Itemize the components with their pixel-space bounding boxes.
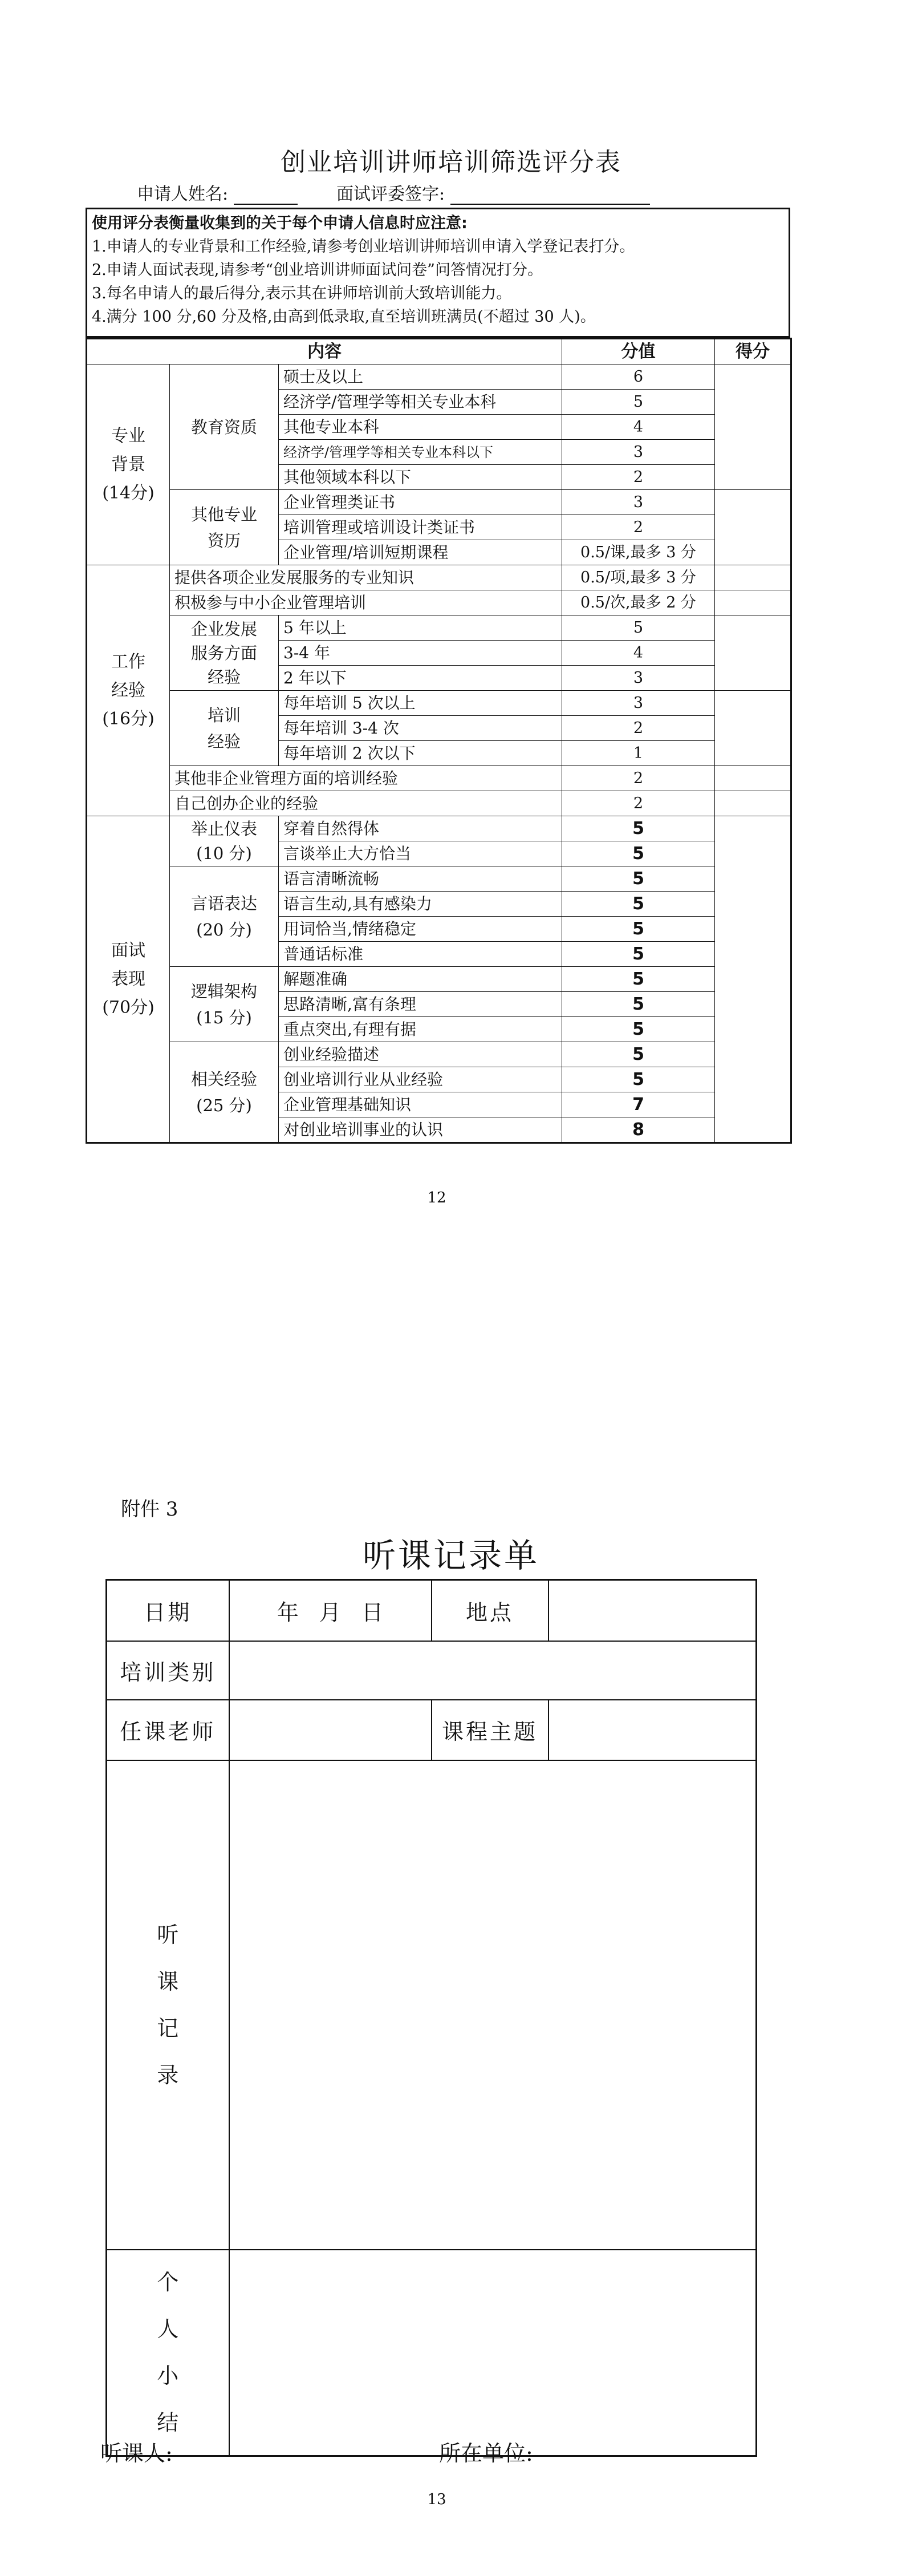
item-text: 每年培训 3-4 次 [279,716,562,741]
training-type-field[interactable] [229,1641,757,1700]
item-text: 对创业培训事业的认识 [279,1117,562,1143]
item-text: 其他专业本科 [279,415,562,440]
summary-label: 个 人 小 结 [107,2250,229,2456]
table-header-row [87,339,791,364]
table-row [107,1580,757,1641]
item-text: 每年培训 2 次以下 [279,741,562,766]
score-sheet-title: 创业培训讲师培训筛选评分表 [281,148,621,177]
item-value: 5 [562,1017,715,1042]
item-text: 重点突出,有理有据 [279,1017,562,1042]
item-value: 1 [562,741,715,766]
item-text: 企业管理/培训短期课程 [279,540,562,565]
judge-signature-row [336,180,650,205]
note-item: 3.每名申请人的最后得分,表示其在讲师培训前大致培训能力。 [92,285,512,302]
item-text: 其他领域本科以下 [279,465,562,490]
notes-heading: 使用评分表衡量收集到的关于每个申请人信息时应注意: [92,214,468,232]
applicant-name-field[interactable] [234,187,298,205]
scoring-notes [86,208,790,338]
judge-signature-field[interactable] [450,187,650,205]
subcategory-expression: 言语表达 (20 分) [170,866,279,967]
applicant-name-row [137,180,298,205]
item-value: 5 [562,866,715,892]
item-value: 5 [562,1067,715,1092]
unit-label: 所在单位: [439,2441,533,2466]
item-text: 5 年以上 [279,615,562,641]
record-sheet-title: 听课记录单 [362,1536,539,1575]
teacher-field[interactable] [229,1700,432,1760]
item-text: 解题准确 [279,967,562,992]
subcategory-logic: 逻辑架构 (15 分) [170,967,279,1042]
subcategory-service: 企业发展 服务方面 经验 [170,615,279,691]
place-label: 地点 [432,1580,548,1641]
item-value: 3 [562,666,715,691]
item-value: 4 [562,415,715,440]
item-text: 提供各项企业发展服务的专业知识 [170,565,562,590]
item-text: 语言清晰流畅 [279,866,562,892]
training-type-label: 培训类别 [107,1641,229,1700]
table-row [87,1042,791,1067]
header-value: 分值 [562,339,715,364]
teacher-label: 任课老师 [107,1700,229,1760]
item-text: 穿着自然得体 [279,816,562,841]
table-row [87,691,791,716]
item-value: 2 [562,465,715,490]
item-text: 培训管理或培训设计类证书 [279,515,562,540]
item-text: 语言生动,具有感染力 [279,892,562,917]
subcategory-education: 教育资质 [170,364,279,490]
score-cell[interactable] [715,364,791,490]
subcategory-appearance: 举止仪表 (10 分) [170,816,279,866]
item-text: 思路清晰,富有条理 [279,992,562,1017]
item-value: 5 [562,390,715,415]
item-value: 5 [562,992,715,1017]
item-value: 3 [562,490,715,515]
place-field[interactable] [548,1580,757,1641]
table-row [107,1760,757,2250]
category-professional: 专业 背景 (14分) [87,364,170,565]
item-value: 5 [562,615,715,641]
item-value: 3 [562,691,715,716]
item-text: 自己创办企业的经验 [170,791,562,816]
score-cell[interactable] [715,691,791,766]
item-text: 2 年以下 [279,666,562,691]
item-value: 5 [562,967,715,992]
note-item: 2.申请人面试表现,请参考“创业培训讲师面试问卷”问答情况打分。 [92,261,543,279]
item-text: 经济学/管理学等相关专业本科 [279,390,562,415]
item-value: 5 [562,892,715,917]
item-value: 5 [562,841,715,866]
category-work: 工作 经验 (16分) [87,565,170,816]
table-row [107,2250,757,2456]
listener-label: 听课人: [100,2441,173,2466]
score-cell[interactable] [715,791,791,816]
item-text: 3-4 年 [279,641,562,666]
score-cell[interactable] [715,590,791,615]
judge-signature-label: 面试评委签字: [336,184,445,204]
applicant-name-label: 申请人姓名: [137,184,229,204]
item-text: 每年培训 5 次以上 [279,691,562,716]
summary-field[interactable] [229,2250,757,2456]
item-value: 2 [562,716,715,741]
item-value: 6 [562,364,715,390]
item-text: 积极参与中小企业管理培训 [170,590,562,615]
item-value: 3 [562,440,715,465]
table-row [87,565,791,590]
item-text: 创业经验描述 [279,1042,562,1067]
item-value: 2 [562,766,715,791]
header-content: 内容 [87,339,562,364]
item-value: 7 [562,1092,715,1117]
item-value: 2 [562,791,715,816]
item-text: 普通话标准 [279,942,562,967]
date-label: 日期 [107,1580,229,1641]
item-value: 0.5/课,最多 3 分 [562,540,715,565]
topic-label: 课程主题 [432,1700,548,1760]
table-row [107,1700,757,1760]
lecture-record-table [105,1579,757,2457]
page-number: 13 [427,2491,446,2508]
item-text: 用词恰当,情绪稳定 [279,917,562,942]
record-label: 听 课 记 录 [107,1760,229,2250]
note-item: 4.满分 100 分,60 分及格,由高到低录取,直至培训班满员(不超过 30 人)。 [92,308,596,326]
score-cell[interactable] [715,766,791,791]
table-row [87,490,791,515]
score-cell[interactable] [715,490,791,565]
score-cell[interactable] [715,615,791,691]
item-value: 0.5/次,最多 2 分 [562,590,715,615]
table-row [87,615,791,641]
item-value: 5 [562,1042,715,1067]
item-value: 8 [562,1117,715,1143]
page-number: 12 [427,1189,446,1206]
attachment-label: 附件 3 [121,1498,178,1521]
item-value: 4 [562,641,715,666]
note-item: 1.申请人的专业背景和工作经验,请参考创业培训讲师培训申请入学登记表打分。 [92,238,635,256]
subcategory-other-qualification: 其他专业 资历 [170,490,279,565]
item-value: 5 [562,942,715,967]
score-table [86,338,792,1144]
table-row [87,967,791,992]
item-text: 企业管理基础知识 [279,1092,562,1117]
date-field[interactable]: 年 月 日 [229,1580,432,1641]
table-row [107,1641,757,1700]
record-field[interactable] [229,1760,757,2250]
item-value: 0.5/项,最多 3 分 [562,565,715,590]
table-row [87,590,791,615]
item-text: 言谈举止大方恰当 [279,841,562,866]
table-row [87,364,791,390]
table-row [87,766,791,791]
subcategory-related-experience: 相关经验 (25 分) [170,1042,279,1143]
item-value: 2 [562,515,715,540]
header-score: 得分 [715,339,791,364]
table-row [87,816,791,841]
item-text: 硕士及以上 [279,364,562,390]
score-cell[interactable] [715,816,791,1143]
score-cell[interactable] [715,565,791,590]
item-text: 经济学/管理学等相关专业本科以下 [279,440,562,465]
item-text: 创业培训行业从业经验 [279,1067,562,1092]
item-value: 5 [562,917,715,942]
item-text: 其他非企业管理方面的培训经验 [170,766,562,791]
table-row [87,791,791,816]
item-text: 企业管理类证书 [279,490,562,515]
topic-field[interactable] [548,1700,757,1760]
item-value: 5 [562,816,715,841]
subcategory-training: 培训 经验 [170,691,279,766]
table-row [87,866,791,892]
category-interview: 面试 表现 (70分) [87,816,170,1143]
